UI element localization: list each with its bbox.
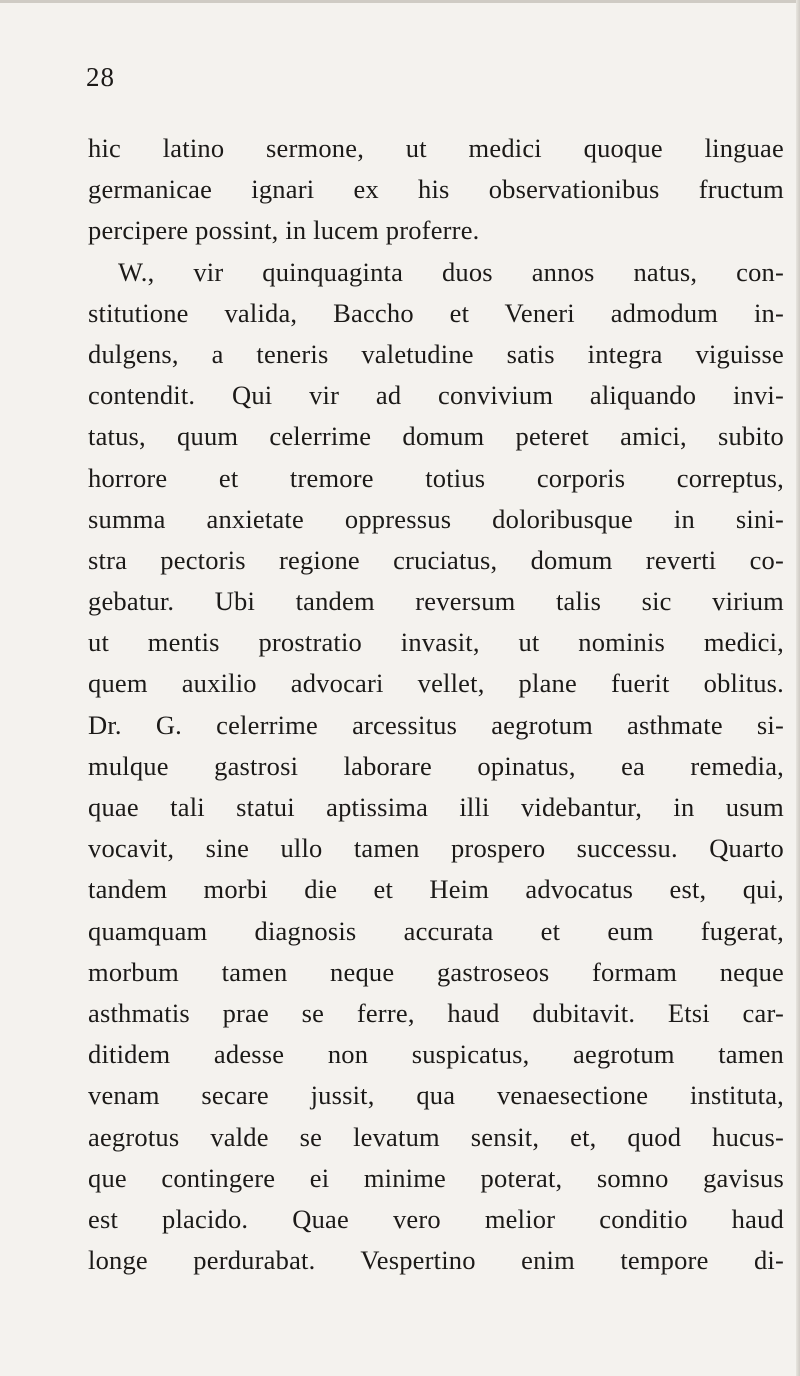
- text-line: que contingere ei minime poterat, somno gavisus: [88, 1162, 784, 1193]
- text-line: mulque gastrosi laborare opinatus, ea remedia,: [88, 750, 784, 781]
- text-line: tatus, quum celerrime domum peteret amici, subito: [88, 421, 784, 452]
- text-line: hic latino sermone, ut medici quoque linguae: [88, 133, 784, 163]
- text-line: summa anxietate oppressus doloribusque in sini-: [88, 503, 784, 534]
- text-line: morbum tamen neque gastroseos formam neque: [88, 956, 784, 987]
- text-line: gebatur. Ubi tandem reversum talis sic virium: [88, 586, 784, 617]
- text-line: asthmatis prae se ferre, haud dubitavit. Etsi car-: [88, 997, 784, 1028]
- text-line: stitutione valida, Baccho et Veneri admodum in-: [88, 297, 784, 328]
- text-line: ditidem adesse non suspicatus, aegrotum tamen: [88, 1039, 784, 1070]
- text-line: vocavit, sine ullo tamen prospero successu. Quarto: [88, 833, 784, 864]
- text-line: ut mentis prostratio invasit, ut nominis medici,: [88, 627, 784, 658]
- text-line: aegrotus valde se levatum sensit, et, quod hucus-: [88, 1121, 784, 1152]
- text-line: germanicae ignari ex his observationibus fructum: [88, 174, 784, 205]
- text-line: contendit. Qui vir ad convivium aliquando invi-: [88, 380, 784, 411]
- page-number: 28: [86, 62, 115, 92]
- text-line: stra pectoris regione cruciatus, domum reverti co-: [88, 544, 784, 575]
- text-line: quamquam diagnosis accurata et eum fugerat,: [88, 915, 784, 946]
- text-line: percipere possint, in lucem proferre.: [88, 215, 480, 246]
- text-line: W., vir quinquaginta duos annos natus, con-: [118, 256, 784, 287]
- page-right-edge: [796, 0, 800, 1376]
- text-line: longe perdurabat. Vespertino enim tempore di-: [88, 1245, 784, 1276]
- text-line: horrore et tremore totius corporis correptus,: [88, 462, 784, 493]
- page-top-edge: [0, 0, 800, 3]
- text-line: venam secare jussit, qua venaesectione instituta,: [88, 1080, 784, 1111]
- body-text: [88, 128, 784, 1281]
- text-line: tandem morbi die et Heim advocatus est, qui,: [88, 874, 784, 905]
- text-line: est placido. Quae vero melior conditio haud: [88, 1203, 784, 1234]
- text-line: quem auxilio advocari vellet, plane fuerit oblitus.: [88, 668, 784, 699]
- text-line: dulgens, a teneris valetudine satis integra viguisse: [88, 338, 784, 369]
- text-line: quae tali statui aptissima illi videbantur, in usum: [88, 792, 784, 822]
- text-line: Dr. G. celerrime arcessitus aegrotum asthmate si-: [88, 709, 784, 740]
